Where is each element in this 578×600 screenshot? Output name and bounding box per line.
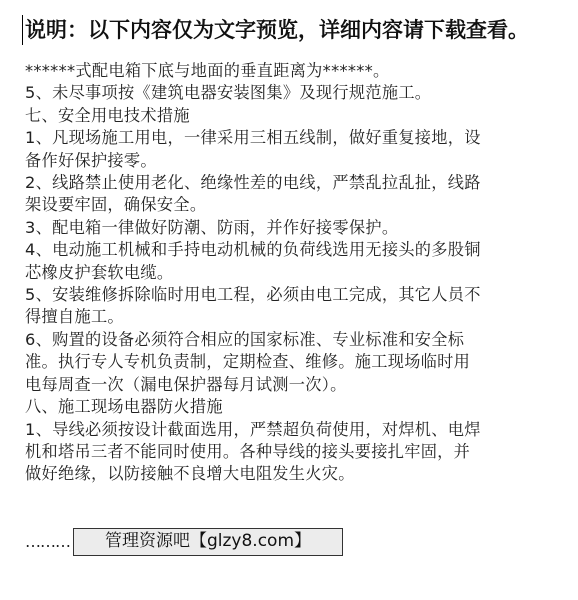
watermark-badge: 管理资源吧【glzy8.com】 (73, 528, 343, 556)
text-line: 电每周查一次（漏电保护器每月试测一次）。 (25, 374, 347, 394)
section-heading: 七、安全用电技术措施 (25, 105, 190, 125)
ellipsis: ……… (25, 532, 70, 551)
text-line: ******式配电箱下底与地面的垂直距离为******。 (25, 61, 390, 80)
text-line: 准。执行专人专机负责制，定期检查、维修。施工现场临时用 (25, 352, 471, 372)
text-line: 1、凡现场施工用电，一律采用三相五线制，做好重复接地，设 (25, 128, 481, 148)
text-line: 2、线路禁止使用老化、绝缘性差的电线，严禁乱拉乱扯，线路 (25, 173, 481, 193)
text-line: 得擅自施工。 (25, 307, 124, 327)
text-line: 做好绝缘，以防接触不良增大电阻发生火灾。 (25, 464, 355, 484)
text-line: 3、配电箱一律做好防潮、防雨，并作好接零保护。 (25, 217, 399, 237)
text-line: 1、导线必须按设计截面选用，严禁超负荷使用，对焊机、电焊 (25, 419, 481, 439)
section-heading: 八、施工现场电器防火措施 (25, 397, 223, 417)
text-line: 5、未尽事项按《建筑电器安装图集》及现行规范施工。 (25, 83, 432, 103)
text-line: 芯橡皮护套软电缆。 (25, 262, 174, 282)
text-line: 架设要牢固，确保安全。 (25, 195, 207, 215)
text-line: 5、安装维修拆除临时用电工程，必须由电工完成，其它人员不 (25, 285, 481, 305)
text-line: 4、电动施工机械和手持电动机械的负荷线选用无接头的多股铜 (25, 240, 481, 260)
text-line: 6、购置的设备必须符合相应的国家标准、专业标准和安全标 (25, 329, 465, 349)
text-line: 机和塔吊三者不能同时使用。各种导线的接头要接扎牢固，并 (25, 441, 471, 461)
text-cursor (22, 15, 23, 45)
document-body (25, 60, 555, 486)
text-line: 备作好保护接零。 (25, 150, 157, 170)
footer-row (25, 528, 425, 558)
preview-notice: 说明：以下内容仅为文字预览，详细内容请下载查看。 (25, 18, 529, 42)
